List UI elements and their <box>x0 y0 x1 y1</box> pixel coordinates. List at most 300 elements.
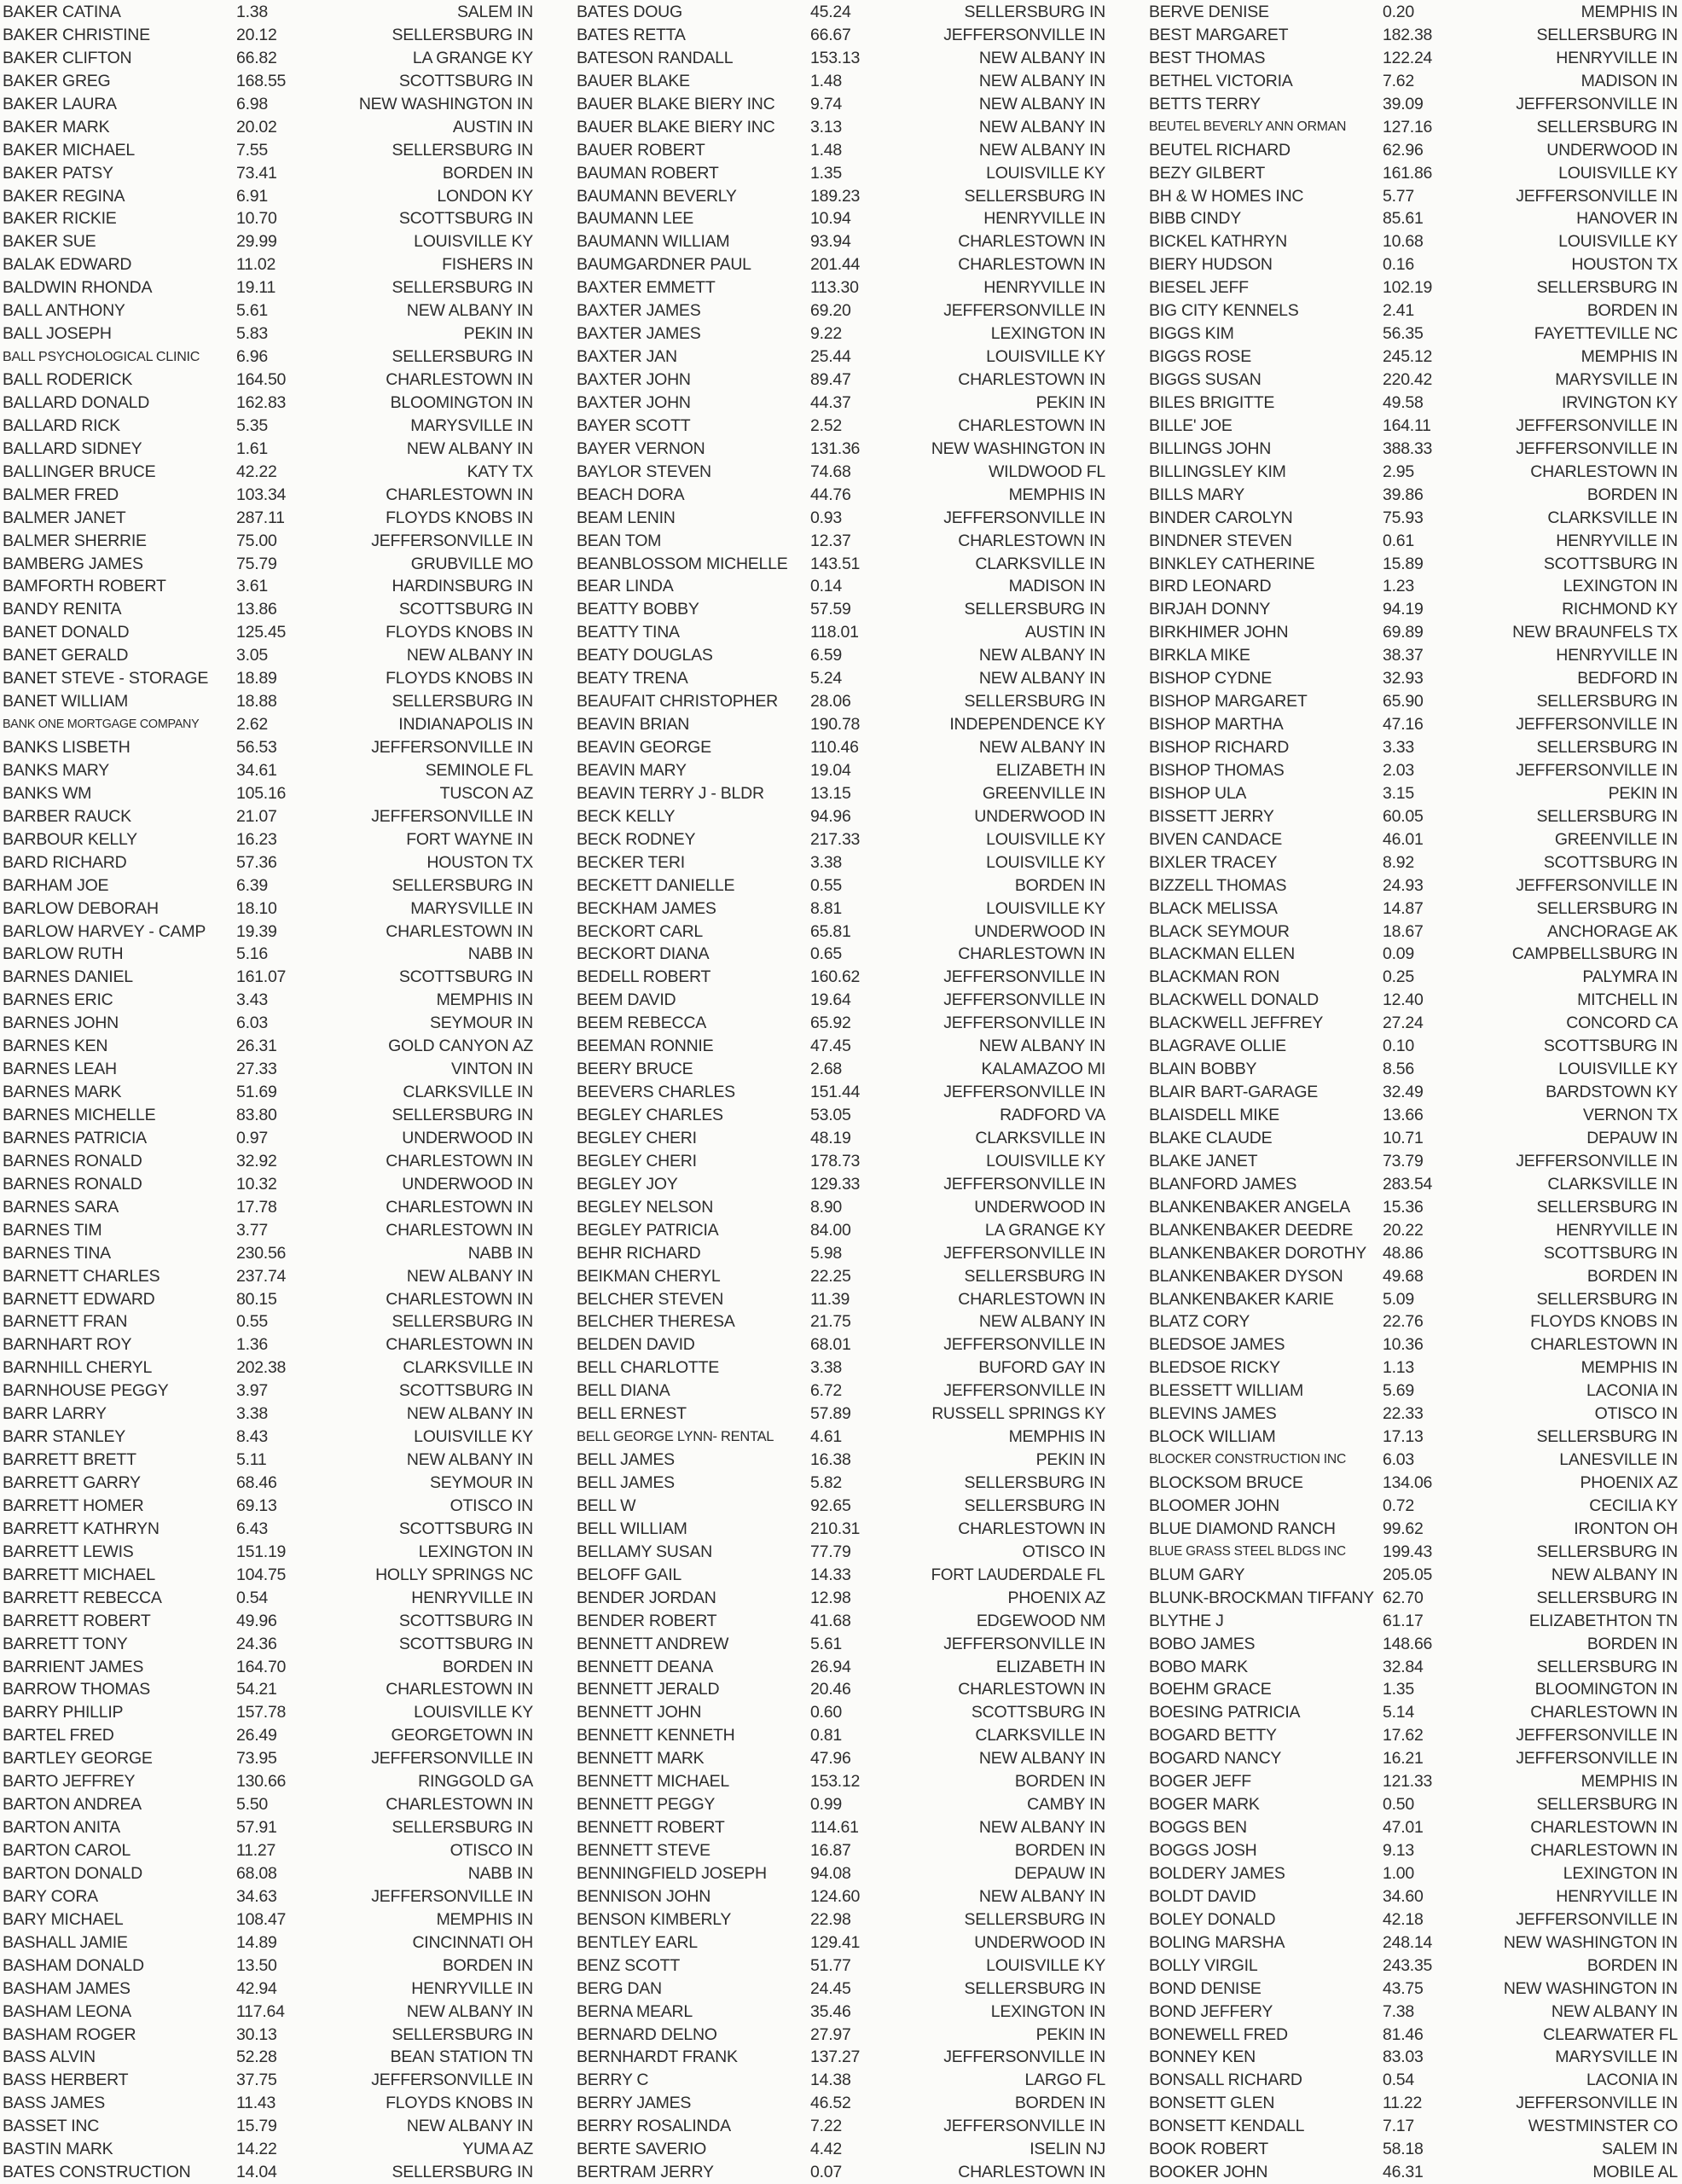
person-name: BARNES TIM <box>3 1220 102 1240</box>
person-name: BALDWIN RHONDA <box>3 278 153 298</box>
amount: 73.79 <box>1383 1151 1424 1170</box>
city-state: OTISCO IN <box>1022 1542 1105 1561</box>
amount: 0.61 <box>1383 531 1414 550</box>
list-item <box>3 943 533 966</box>
city-state: WESTMINSTER CO <box>1528 2117 1678 2136</box>
person-name: BIRJAH DONNY <box>1149 600 1271 619</box>
list-item <box>577 713 1105 736</box>
person-name: BARRETT TONY <box>3 1634 128 1653</box>
person-name: BAUMGARDNER PAUL <box>577 255 751 275</box>
person-name: BATES RETTA <box>577 25 686 44</box>
list-item <box>1149 93 1678 116</box>
person-name: BENNETT MARK <box>577 1749 705 1769</box>
person-name: BOLDERY JAMES <box>1149 1863 1285 1883</box>
city-state: GOLD CANYON AZ <box>388 1037 533 1056</box>
city-state: NEW WASHINGTON IN <box>1503 1978 1678 1998</box>
list-item <box>1149 1610 1678 1633</box>
city-state: PEKIN IN <box>1035 1450 1105 1470</box>
person-name: BLAGRAVE OLLIE <box>1149 1037 1286 1056</box>
amount: 39.86 <box>1383 485 1424 504</box>
person-name: BILLE' JOE <box>1149 415 1232 435</box>
city-state: LOUISVILLE KY <box>986 852 1105 872</box>
city-state: HENRYVILLE IN <box>411 1978 533 1998</box>
list-item <box>3 1978 533 2001</box>
amount: 0.50 <box>1383 1795 1414 1815</box>
list-item <box>1149 1472 1678 1495</box>
city-state: NEW ALBANY IN <box>978 1749 1105 1769</box>
amount: 43.75 <box>1383 1978 1424 1998</box>
amount: 110.46 <box>810 738 859 757</box>
city-state: SELLERSBURG IN <box>1536 1588 1678 1607</box>
city-state: AUSTIN IN <box>1024 623 1105 642</box>
amount: 15.89 <box>1383 554 1424 573</box>
amount: 68.01 <box>810 1335 851 1355</box>
person-name: BAXTER JOHN <box>577 392 691 412</box>
amount: 2.52 <box>810 415 842 435</box>
person-name: BISHOP ULA <box>1149 783 1247 803</box>
list-item <box>1149 207 1678 230</box>
list-item <box>3 1770 533 1793</box>
city-state: NEW ALBANY IN <box>978 1312 1105 1332</box>
city-state: SELLERSBURG IN <box>1536 806 1678 826</box>
city-state: SCOTTSBURG IN <box>398 209 533 229</box>
person-name: BECKETT DANIELLE <box>577 875 735 895</box>
list-item <box>577 598 1105 621</box>
list-item <box>1149 621 1678 644</box>
person-name: BENNETT DEANA <box>577 1657 714 1676</box>
list-item <box>1149 1518 1678 1541</box>
amount: 6.59 <box>810 646 842 665</box>
list-item <box>3 47 533 70</box>
list-item <box>1149 1541 1678 1564</box>
list-item <box>3 553 533 576</box>
person-name: BOGGS JOSH <box>1149 1841 1257 1860</box>
amount: 73.41 <box>236 163 277 183</box>
amount: 66.67 <box>810 25 851 44</box>
amount: 162.83 <box>236 392 287 412</box>
person-name: BALLARD SIDNEY <box>3 439 142 458</box>
list-item <box>1149 553 1678 576</box>
list-item <box>577 1150 1105 1173</box>
list-item <box>1149 1219 1678 1242</box>
amount: 49.96 <box>236 1611 277 1630</box>
column-3 <box>1149 1 1678 2184</box>
city-state: AUSTIN IN <box>452 117 533 136</box>
person-name: BLANKENBAKER DOROTHY <box>1149 1243 1367 1263</box>
city-state: PEKIN IN <box>463 324 533 344</box>
list-item <box>3 966 533 989</box>
list-item <box>3 759 533 782</box>
city-state: MEMPHIS IN <box>1008 485 1105 504</box>
list-item <box>3 1150 533 1173</box>
list-item <box>1149 1747 1678 1770</box>
amount: 22.25 <box>810 1266 851 1286</box>
amount: 9.13 <box>1383 1841 1414 1860</box>
list-item <box>577 690 1105 713</box>
amount: 29.99 <box>236 232 277 252</box>
city-state: CLARKSVILLE IN <box>975 554 1105 573</box>
list-item <box>577 369 1105 392</box>
person-name: BILLINGSLEY KIM <box>1149 462 1286 481</box>
person-name: BISHOP THOMAS <box>1149 760 1285 780</box>
city-state: MADISON IN <box>1580 71 1678 90</box>
amount: 24.45 <box>810 1978 851 1998</box>
city-state: CHARLESTOWN IN <box>1530 462 1678 481</box>
list-item <box>1149 392 1678 415</box>
person-name: BARBOUR KELLY <box>3 829 137 849</box>
person-name: BALL PSYCHOLOGICAL CLINIC <box>3 349 200 365</box>
city-state: CHARLESTOWN IN <box>958 2163 1105 2182</box>
person-name: BIZZELL THOMAS <box>1149 875 1287 895</box>
amount: 94.96 <box>810 806 851 826</box>
amount: 217.33 <box>810 829 861 849</box>
person-name: BARNES DANIEL <box>3 967 133 987</box>
list-item <box>3 1541 533 1564</box>
amount: 2.68 <box>810 1060 842 1079</box>
city-state: RADFORD VA <box>1000 1106 1105 1124</box>
amount: 21.75 <box>810 1312 851 1332</box>
amount: 15.79 <box>236 2117 277 2136</box>
city-state: LOUISVILLE KY <box>414 1703 533 1722</box>
city-state: NEW ALBANY IN <box>406 2117 533 2136</box>
amount: 14.38 <box>810 2071 851 2090</box>
amount: 7.38 <box>1383 2001 1414 2021</box>
city-state: CLARKSVILLE IN <box>975 1726 1105 1745</box>
amount: 0.60 <box>810 1703 842 1722</box>
city-state: SELLERSBURG IN <box>1536 1197 1678 1217</box>
city-state: JEFFERSONVILLE IN <box>943 1014 1105 1033</box>
person-name: BIERY HUDSON <box>1149 255 1273 275</box>
city-state: BORDEN IN <box>1014 2094 1105 2113</box>
person-name: BEAN TOM <box>577 531 662 550</box>
list-item <box>3 1472 533 1495</box>
person-name: BARRETT GARRY <box>3 1473 141 1492</box>
person-name: BAXTER JOHN <box>577 370 691 389</box>
person-name: BASHALL JAMIE <box>3 1932 128 1952</box>
list-item <box>3 1839 533 1862</box>
person-name: BENNINGFIELD JOSEPH <box>577 1863 767 1883</box>
person-name: BARRY PHILLIP <box>3 1703 124 1722</box>
city-state: NEW ALBANY IN <box>406 439 533 458</box>
amount: 151.19 <box>236 1542 287 1561</box>
amount: 3.38 <box>810 1358 842 1378</box>
person-name: BELL JAMES <box>577 1473 675 1492</box>
amount: 11.43 <box>236 2094 276 2113</box>
city-state: LACONIA IN <box>1586 2071 1678 2090</box>
person-name: BANK ONE MORTGAGE COMPANY <box>3 717 200 732</box>
list-item <box>3 1724 533 1747</box>
list-item <box>577 484 1105 507</box>
amount: 22.33 <box>1383 1404 1424 1424</box>
list-item <box>1149 1081 1678 1104</box>
city-state: JEFFERSONVILLE IN <box>371 2071 533 2090</box>
city-state: MEMPHIS IN <box>436 1909 533 1929</box>
city-state: CHARLESTOWN IN <box>958 1289 1105 1309</box>
person-name: BLACKWELL DONALD <box>1149 990 1320 1010</box>
amount: 34.61 <box>236 760 277 780</box>
amount: 10.71 <box>1383 1128 1424 1147</box>
list-item <box>1149 1012 1678 1035</box>
city-state: NEW ALBANY IN <box>406 1404 533 1424</box>
city-state: SELLERSBURG IN <box>1536 1289 1678 1309</box>
person-name: BARR LARRY <box>3 1404 107 1424</box>
city-state: BORDEN IN <box>1014 875 1105 895</box>
person-name: BARNHOUSE PEGGY <box>3 1381 169 1401</box>
city-state: UNDERWOOD IN <box>974 806 1105 826</box>
person-name: BOBO MARK <box>1149 1657 1248 1676</box>
list-item <box>1149 851 1678 874</box>
person-name: BOGARD NANCY <box>1149 1749 1282 1769</box>
list-item <box>1149 1770 1678 1793</box>
person-name: BEGLEY NELSON <box>577 1197 714 1217</box>
city-state: JEFFERSONVILLE IN <box>1516 2094 1678 2113</box>
amount: 15.36 <box>1383 1197 1424 1217</box>
city-state: CHARLESTOWN IN <box>1530 1841 1678 1860</box>
list-item <box>3 1862 533 1885</box>
city-state: HOLLY SPRINGS NC <box>375 1565 533 1584</box>
list-item <box>1149 1564 1678 1587</box>
city-state: LANESVILLE IN <box>1559 1450 1678 1470</box>
city-state: SALEM IN <box>456 3 533 21</box>
list-item <box>577 1747 1105 1770</box>
person-name: BEAM LENIN <box>577 508 676 527</box>
city-state: MADISON IN <box>1008 577 1105 596</box>
amount: 26.49 <box>236 1726 277 1745</box>
city-state: SELLERSBURG IN <box>1536 117 1678 136</box>
person-name: BISHOP MARTHA <box>1149 715 1284 735</box>
person-name: BAKER SUE <box>3 232 96 252</box>
city-state: BEDFORD IN <box>1577 669 1678 688</box>
list-item <box>1149 70 1678 93</box>
amount: 5.61 <box>236 301 268 321</box>
amount: 62.96 <box>1383 140 1424 160</box>
list-item <box>1149 1793 1678 1816</box>
amount: 81.46 <box>1383 2024 1424 2044</box>
person-name: BARNES MICHELLE <box>3 1106 156 1124</box>
amount: 114.61 <box>810 1818 859 1838</box>
amount: 57.59 <box>810 600 851 619</box>
amount: 5.35 <box>236 415 268 435</box>
amount: 69.13 <box>236 1496 277 1515</box>
person-name: BAMFORTH ROBERT <box>3 577 166 596</box>
list-item <box>3 2161 533 2184</box>
amount: 35.46 <box>810 2001 851 2021</box>
city-state: SELLERSBURG IN <box>964 600 1105 619</box>
list-item <box>3 484 533 507</box>
amount: 39.09 <box>1383 94 1424 113</box>
city-state: CHARLESTOWN IN <box>386 1795 533 1815</box>
list-item <box>1149 874 1678 897</box>
list-item <box>1149 1265 1678 1288</box>
city-state: LOUISVILLE KY <box>1558 163 1678 183</box>
city-state: SCOTTSBURG IN <box>398 71 533 90</box>
amount: 3.15 <box>1383 783 1414 803</box>
amount: 13.50 <box>236 1955 277 1975</box>
person-name: BECKORT DIANA <box>577 944 710 964</box>
city-state: HENRYVILLE IN <box>1556 531 1678 550</box>
list-item <box>577 1587 1105 1610</box>
amount: 46.52 <box>810 2094 851 2113</box>
person-name: BLACKMAN ELLEN <box>1149 944 1295 964</box>
person-name: BANET GERALD <box>3 646 129 665</box>
list-item <box>577 759 1105 782</box>
city-state: BORDEN IN <box>442 1657 533 1676</box>
city-state: JEFFERSONVILLE IN <box>1516 1909 1678 1929</box>
list-item <box>577 621 1105 644</box>
person-name: BERRY JAMES <box>577 2094 692 2113</box>
list-item <box>577 438 1105 461</box>
list-item <box>3 1127 533 1150</box>
list-item <box>1149 253 1678 276</box>
person-name: BARTLEY GEORGE <box>3 1749 153 1769</box>
person-name: BERNARD DELNO <box>577 2024 717 2044</box>
list-item <box>1149 1173 1678 1196</box>
amount: 60.05 <box>1383 806 1424 826</box>
person-name: BELCHER THERESA <box>577 1312 735 1332</box>
list-item <box>1149 2138 1678 2161</box>
list-item <box>3 1495 533 1518</box>
city-state: SELLERSBURG IN <box>964 3 1105 21</box>
amount: 16.38 <box>810 1450 851 1470</box>
city-state: CHARLESTOWN IN <box>958 1680 1105 1699</box>
person-name: BAXTER EMMETT <box>577 278 716 298</box>
person-name: BAKER CHRISTINE <box>3 25 150 44</box>
amount: 178.73 <box>810 1151 861 1170</box>
list-item <box>3 598 533 621</box>
amount: 1.35 <box>1383 1680 1414 1699</box>
amount: 20.02 <box>236 117 277 136</box>
city-state: HENRYVILLE IN <box>983 278 1105 298</box>
list-item <box>577 1701 1105 1724</box>
person-name: BERNHARDT FRANK <box>577 2048 738 2067</box>
city-state: VERNON TX <box>1582 1106 1678 1124</box>
list-item <box>577 1 1105 24</box>
amount: 57.91 <box>236 1818 277 1838</box>
city-state: BORDEN IN <box>1014 1772 1105 1792</box>
city-state: LARGO FL <box>1024 2071 1105 2090</box>
amount: 4.42 <box>810 2140 842 2159</box>
city-state: ANCHORAGE AK <box>1546 921 1678 941</box>
amount: 5.82 <box>810 1473 842 1492</box>
city-state: PEKIN IN <box>1035 392 1105 412</box>
list-item <box>577 1449 1105 1472</box>
list-item <box>3 1908 533 1931</box>
person-name: BEAVIN MARY <box>577 760 687 780</box>
amount: 62.70 <box>1383 1588 1424 1607</box>
amount: 1.48 <box>810 71 842 90</box>
person-name: BARRETT LEWIS <box>3 1542 134 1561</box>
list-item <box>3 185 533 208</box>
city-state: LOUISVILLE KY <box>1558 1060 1678 1079</box>
person-name: BEATTY TINA <box>577 623 680 642</box>
list-item <box>1149 713 1678 736</box>
list-item <box>1149 507 1678 530</box>
amount: 102.19 <box>1383 278 1433 298</box>
list-item <box>577 24 1105 47</box>
amount: 1.00 <box>1383 1863 1414 1883</box>
list-item <box>577 1265 1105 1288</box>
amount: 18.89 <box>236 669 277 688</box>
amount: 93.94 <box>810 232 851 252</box>
person-name: BAUMAN ROBERT <box>577 163 719 183</box>
city-state: HENRYVILLE IN <box>1556 48 1678 67</box>
list-item <box>3 24 533 47</box>
person-name: BALMER FRED <box>3 485 119 504</box>
person-name: BOOKER JOHN <box>1149 2163 1268 2182</box>
city-state: CINCINNATI OH <box>412 1932 533 1952</box>
list-item <box>1149 1955 1678 1978</box>
amount: 1.13 <box>1383 1358 1414 1378</box>
city-state: CLEARWATER FL <box>1543 2024 1678 2044</box>
city-state: FLOYDS KNOBS IN <box>1530 1312 1678 1332</box>
city-state: HENRYVILLE IN <box>1556 1886 1678 1906</box>
person-name: BEST THOMAS <box>1149 48 1266 67</box>
city-state: HANOVER IN <box>1576 209 1678 229</box>
amount: 6.72 <box>810 1381 842 1401</box>
list-item <box>577 1931 1105 1955</box>
person-name: BLEDSOE RICKY <box>1149 1358 1280 1378</box>
list-item <box>1149 667 1678 690</box>
city-state: NEW ALBANY IN <box>406 646 533 665</box>
person-name: BANDY RENITA <box>3 600 122 619</box>
amount: 21.07 <box>236 806 277 826</box>
list-item <box>3 2115 533 2138</box>
city-state: OTISCO IN <box>450 1496 533 1515</box>
amount: 2.41 <box>1383 301 1414 321</box>
city-state: MARYSVILLE IN <box>410 415 533 435</box>
list-item <box>1149 644 1678 667</box>
list-item <box>1149 1885 1678 1908</box>
amount: 190.78 <box>810 715 861 735</box>
city-state: NABB IN <box>467 944 533 964</box>
city-state: CONCORD CA <box>1566 1014 1678 1033</box>
list-item <box>3 530 533 553</box>
amount: 153.13 <box>810 48 861 67</box>
amount: 283.54 <box>1383 1174 1433 1194</box>
list-item <box>3 989 533 1012</box>
amount: 248.14 <box>1383 1932 1433 1952</box>
person-name: BAUER BLAKE <box>577 71 690 90</box>
amount: 20.12 <box>236 25 277 44</box>
list-item <box>3 1 533 24</box>
amount: 129.41 <box>810 1932 861 1952</box>
city-state: SCOTTSBURG IN <box>1543 1243 1678 1263</box>
list-item <box>1149 1678 1678 1701</box>
person-name: BERTE SAVERIO <box>577 2140 707 2159</box>
amount: 0.25 <box>1383 967 1414 987</box>
city-state: CECILIA KY <box>1589 1496 1678 1515</box>
person-name: BARNHILL CHERYL <box>3 1358 153 1378</box>
person-name: BELL GEORGE LYNN- RENTAL <box>577 1429 774 1445</box>
person-name: BARR STANLEY <box>3 1427 126 1447</box>
list-item <box>1149 2092 1678 2115</box>
list-item <box>3 667 533 690</box>
amount: 121.33 <box>1383 1772 1433 1792</box>
amount: 32.49 <box>1383 1083 1424 1102</box>
city-state: UNDERWOOD IN <box>1546 140 1678 160</box>
list-item <box>1149 1150 1678 1173</box>
person-name: BARRETT KATHRYN <box>3 1519 160 1538</box>
amount: 47.96 <box>810 1749 851 1769</box>
city-state: HOUSTON TX <box>1571 255 1678 275</box>
person-name: BEAVIN BRIAN <box>577 715 690 735</box>
list-item <box>577 1908 1105 1931</box>
list-item <box>1149 966 1678 989</box>
amount: 8.90 <box>810 1197 842 1217</box>
person-name: BENNISON JOHN <box>577 1886 711 1906</box>
city-state: CHARLESTOWN IN <box>386 1197 533 1217</box>
person-name: BILLS MARY <box>1149 485 1245 504</box>
